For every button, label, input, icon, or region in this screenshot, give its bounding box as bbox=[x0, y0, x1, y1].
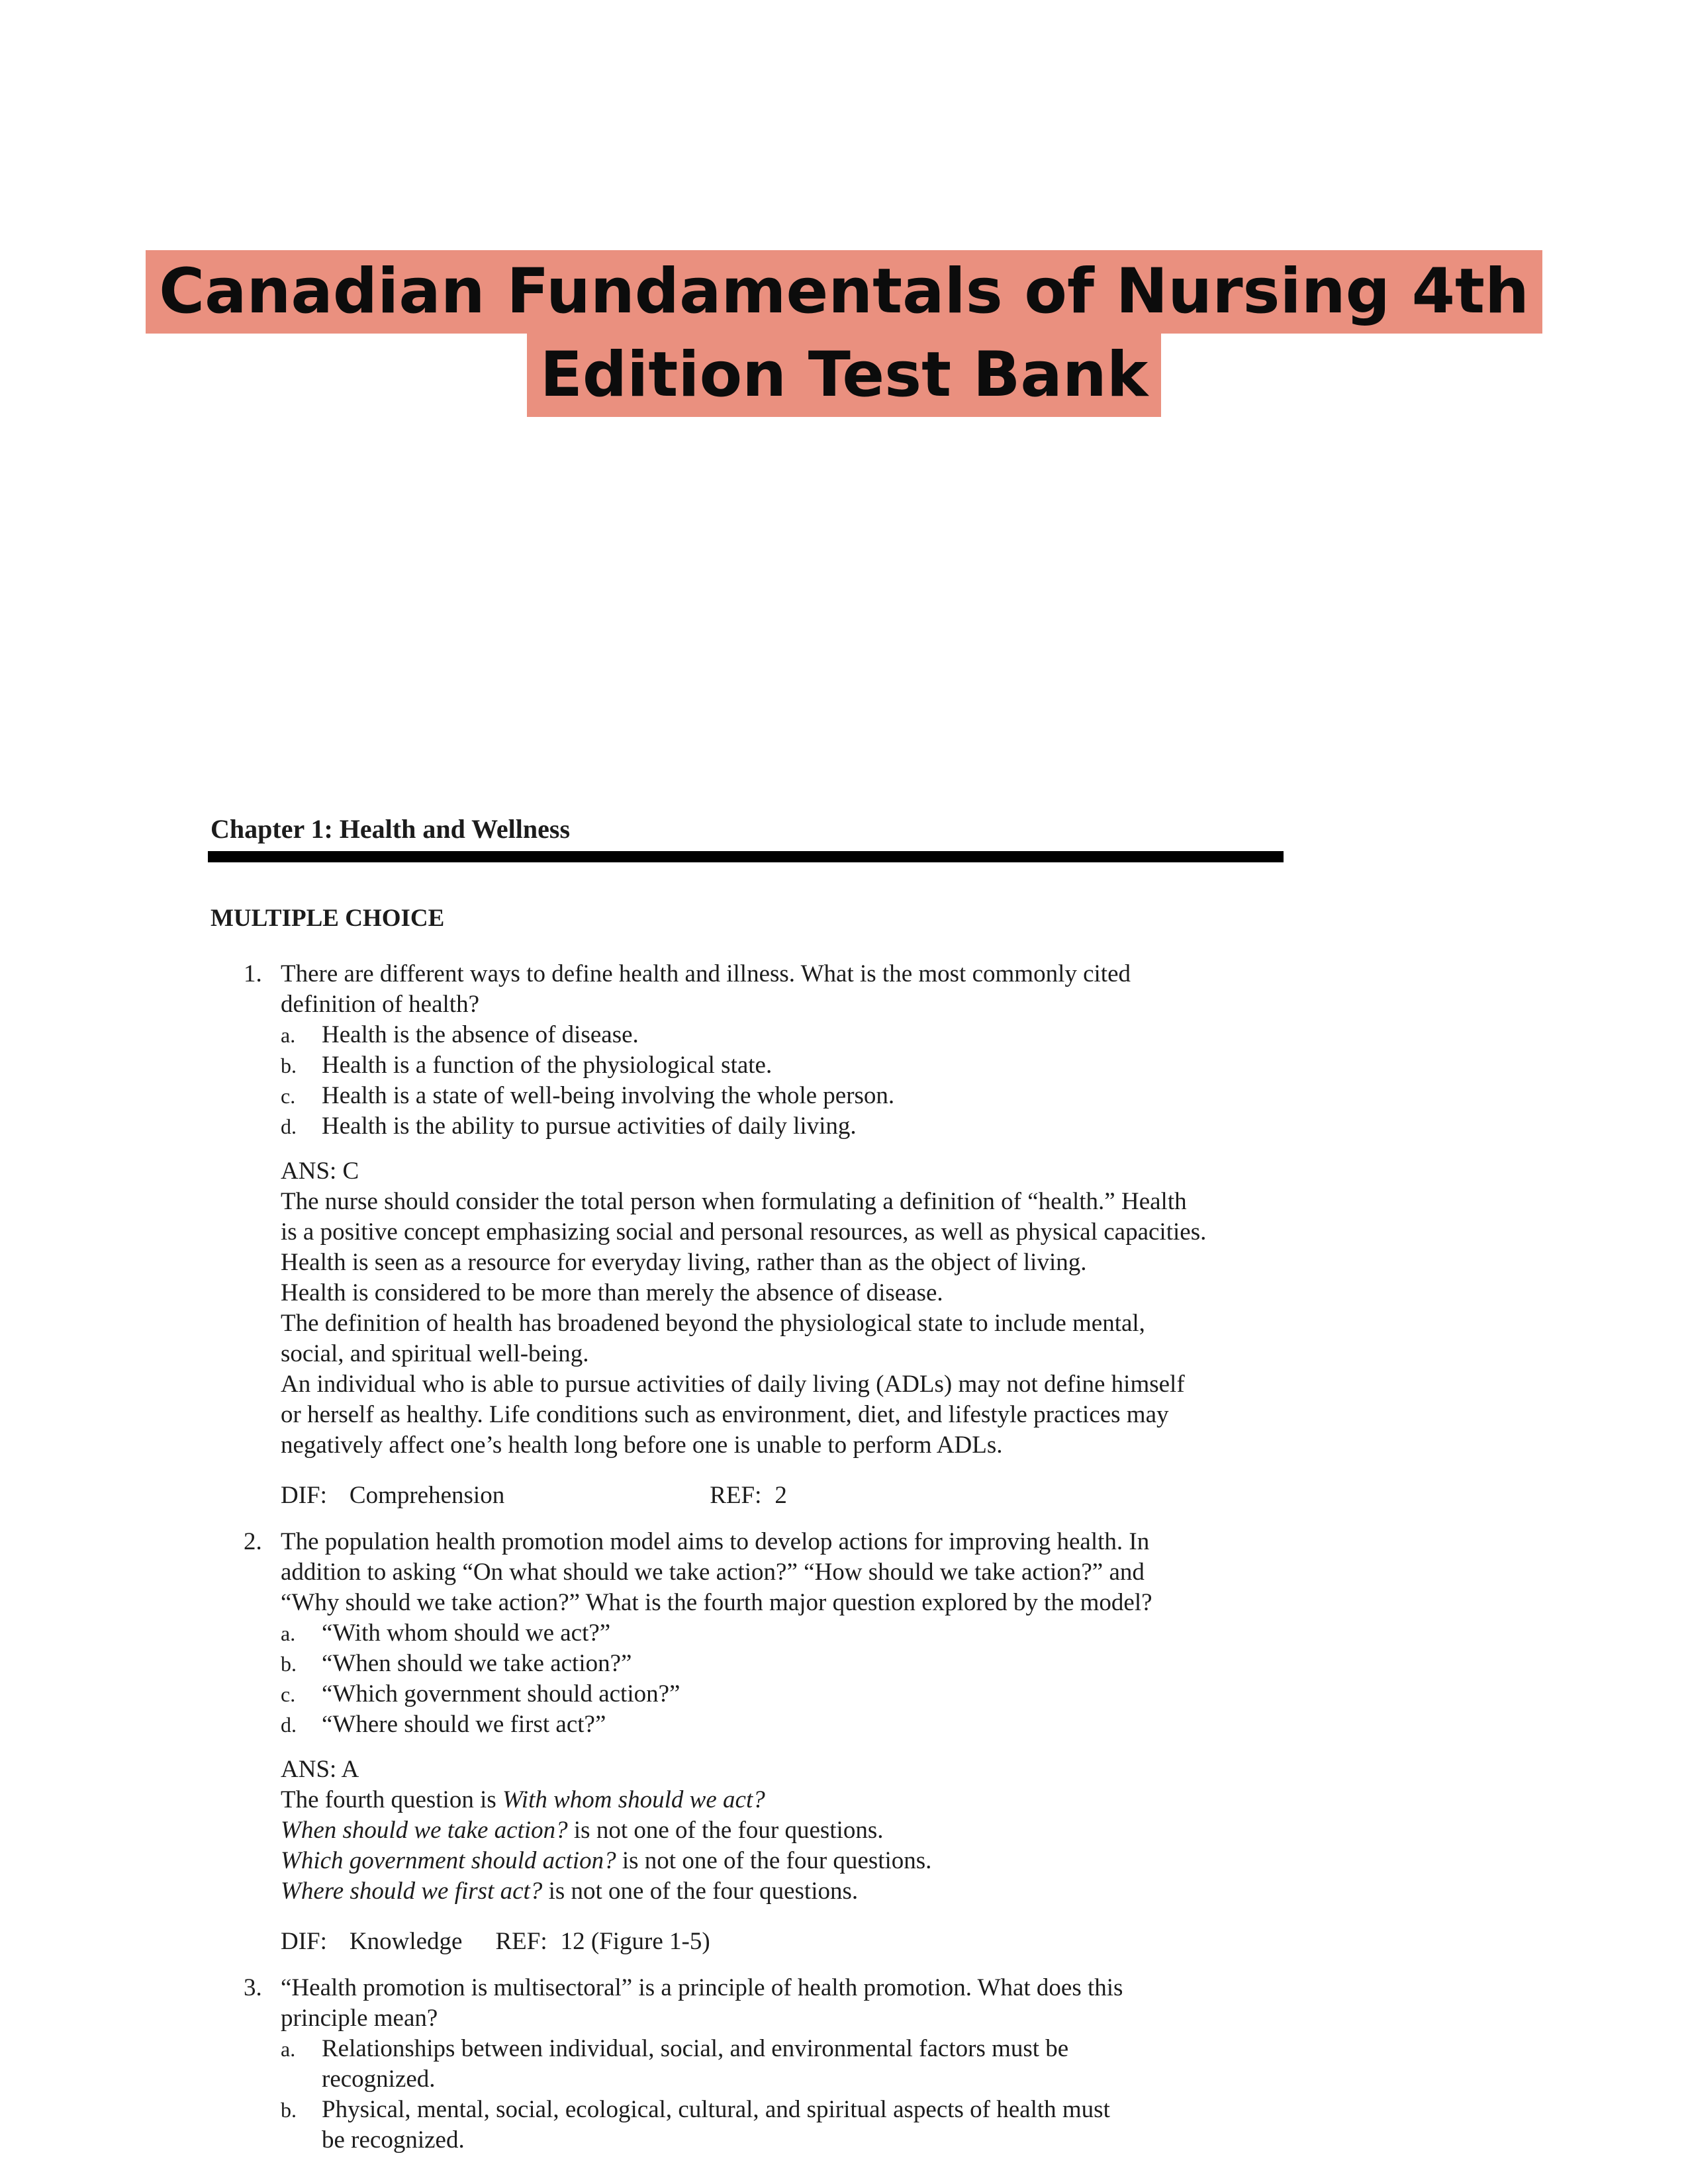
rationale-italic: With whom should we act? bbox=[502, 1786, 765, 1813]
option-text: “Which government should action?” bbox=[322, 1680, 680, 1707]
answer-option-c bbox=[281, 1679, 1521, 1709]
rationale-line: social, and spiritual well-being. bbox=[281, 1340, 589, 1367]
answer-option-d bbox=[281, 1111, 1521, 1142]
option-letter: b. bbox=[281, 1652, 297, 1676]
rationale-line: An individual who is able to pursue activities of daily living (ADLs) may not define himself bbox=[281, 1371, 1185, 1398]
rationale-line: or herself as healthy. Life conditions such as environment, diet, and lifestyle practices may bbox=[281, 1401, 1169, 1428]
difficulty-value: Comprehension bbox=[349, 1482, 505, 1509]
rationale-line bbox=[281, 1815, 1521, 1846]
question-metadata bbox=[281, 1480, 1521, 1511]
answer-option-c bbox=[281, 1081, 1521, 1111]
option-letter: b. bbox=[281, 2098, 297, 2122]
option-letter: b. bbox=[281, 1054, 297, 1077]
question-stem-line: definition of health? bbox=[281, 991, 480, 1018]
rationale-italic: Where should we first act? bbox=[281, 1878, 543, 1905]
option-letter: d. bbox=[281, 1115, 297, 1138]
answer-option-a bbox=[281, 1618, 1521, 1649]
rationale-line bbox=[281, 1876, 1521, 1907]
document-page bbox=[211, 813, 1521, 2156]
answer-key: ANS: A bbox=[281, 1756, 359, 1783]
title-line-2: Edition Test Bank bbox=[527, 334, 1162, 417]
difficulty-label: DIF: bbox=[281, 1928, 327, 1955]
option-letter: a. bbox=[281, 2037, 296, 2061]
option-text: Health is a function of the physiological state. bbox=[322, 1052, 773, 1079]
chapter-title: Chapter 1: Health and Wellness bbox=[211, 814, 571, 844]
reference-value: 2 bbox=[774, 1482, 787, 1509]
rationale-line bbox=[281, 1846, 1521, 1876]
question-3 bbox=[211, 1973, 1521, 2156]
rationale-italic: When should we take action? bbox=[281, 1817, 568, 1844]
answer-key: ANS: C bbox=[281, 1158, 359, 1185]
question-stem-line: The population health promotion model aims to develop actions for improving health. In bbox=[281, 1528, 1150, 1555]
rationale-text: The fourth question is bbox=[281, 1786, 503, 1813]
option-letter: c. bbox=[281, 1682, 296, 1706]
question-1 bbox=[211, 959, 1521, 1511]
difficulty-value: Knowledge bbox=[349, 1928, 463, 1955]
option-text-line: be recognized. bbox=[322, 2126, 465, 2154]
answer-option-b bbox=[281, 1050, 1521, 1081]
option-text: Health is the ability to pursue activities of daily living. bbox=[322, 1113, 857, 1140]
title-banner bbox=[0, 250, 1688, 417]
option-text: “Where should we first act?” bbox=[322, 1711, 606, 1738]
question-number: 1. bbox=[244, 960, 262, 987]
rationale-line: The definition of health has broadened beyond the physiological state to include mental, bbox=[281, 1310, 1145, 1337]
difficulty-label: DIF: bbox=[281, 1482, 327, 1509]
reference-value: 12 (Figure 1-5) bbox=[560, 1928, 710, 1955]
rationale-line: negatively affect one’s health long before one is unable to perform ADLs. bbox=[281, 1432, 1003, 1459]
question-metadata bbox=[281, 1927, 1521, 1957]
question-stem-line: addition to asking “On what should we take action?” “How should we take action?” and bbox=[281, 1559, 1145, 1586]
rationale-line: Health is seen as a resource for everyday living, rather than as the object of living. bbox=[281, 1249, 1087, 1276]
rationale-line: The nurse should consider the total person when formulating a definition of “health.” Health bbox=[281, 1188, 1187, 1215]
question-stem-line: There are different ways to define health and illness. What is the most commonly cited bbox=[281, 960, 1131, 987]
rationale-text: is not one of the four questions. bbox=[542, 1878, 859, 1905]
option-letter: a. bbox=[281, 1023, 296, 1047]
question-stem-line: principle mean? bbox=[281, 2005, 438, 2032]
question-stem-line: “Why should we take action?” What is the fourth major question explored by the model? bbox=[281, 1589, 1152, 1616]
question-2 bbox=[211, 1527, 1521, 1957]
option-text-line: recognized. bbox=[322, 2066, 436, 2093]
answer-option-a bbox=[281, 1020, 1521, 1050]
title-line-1: Canadian Fundamentals of Nursing 4th bbox=[146, 250, 1542, 334]
option-text: “When should we take action?” bbox=[322, 1650, 632, 1677]
section-title: MULTIPLE CHOICE bbox=[211, 905, 445, 932]
option-text-line: Physical, mental, social, ecological, cultural, and spiritual aspects of health must bbox=[322, 2096, 1110, 2123]
option-text: Health is a state of well-being involving the whole person. bbox=[322, 1082, 895, 1109]
question-number: 3. bbox=[244, 1974, 262, 2001]
option-text-line: Relationships between individual, social, and environmental factors must be bbox=[322, 2035, 1069, 2062]
option-text: “With whom should we act?” bbox=[322, 1619, 611, 1647]
option-letter: d. bbox=[281, 1713, 297, 1737]
answer-option-d bbox=[281, 1709, 1521, 1740]
rationale-line: Health is considered to be more than merely the absence of disease. bbox=[281, 1279, 943, 1306]
option-letter: a. bbox=[281, 1621, 296, 1645]
option-text: Health is the absence of disease. bbox=[322, 1021, 639, 1048]
question-stem-line: “Health promotion is multisectoral” is a principle of health promotion. What does this bbox=[281, 1974, 1123, 2001]
reference-label: REF: bbox=[710, 1482, 762, 1509]
rationale-line: is a positive concept emphasizing social and personal resources, as well as physical capacities. bbox=[281, 1218, 1207, 1246]
rationale-italic: Which government should action? bbox=[281, 1847, 616, 1874]
question-number: 2. bbox=[244, 1528, 262, 1555]
answer-option-a bbox=[281, 2034, 1521, 2095]
rationale-text: is not one of the four questions. bbox=[616, 1847, 932, 1874]
rationale-text: is not one of the four questions. bbox=[567, 1817, 884, 1844]
reference-label: REF: bbox=[495, 1928, 547, 1955]
answer-option-b bbox=[281, 1649, 1521, 1679]
rationale-line bbox=[281, 1785, 1521, 1815]
answer-option-b bbox=[281, 2095, 1521, 2156]
option-letter: c. bbox=[281, 1084, 296, 1108]
chapter-divider bbox=[208, 851, 1284, 862]
